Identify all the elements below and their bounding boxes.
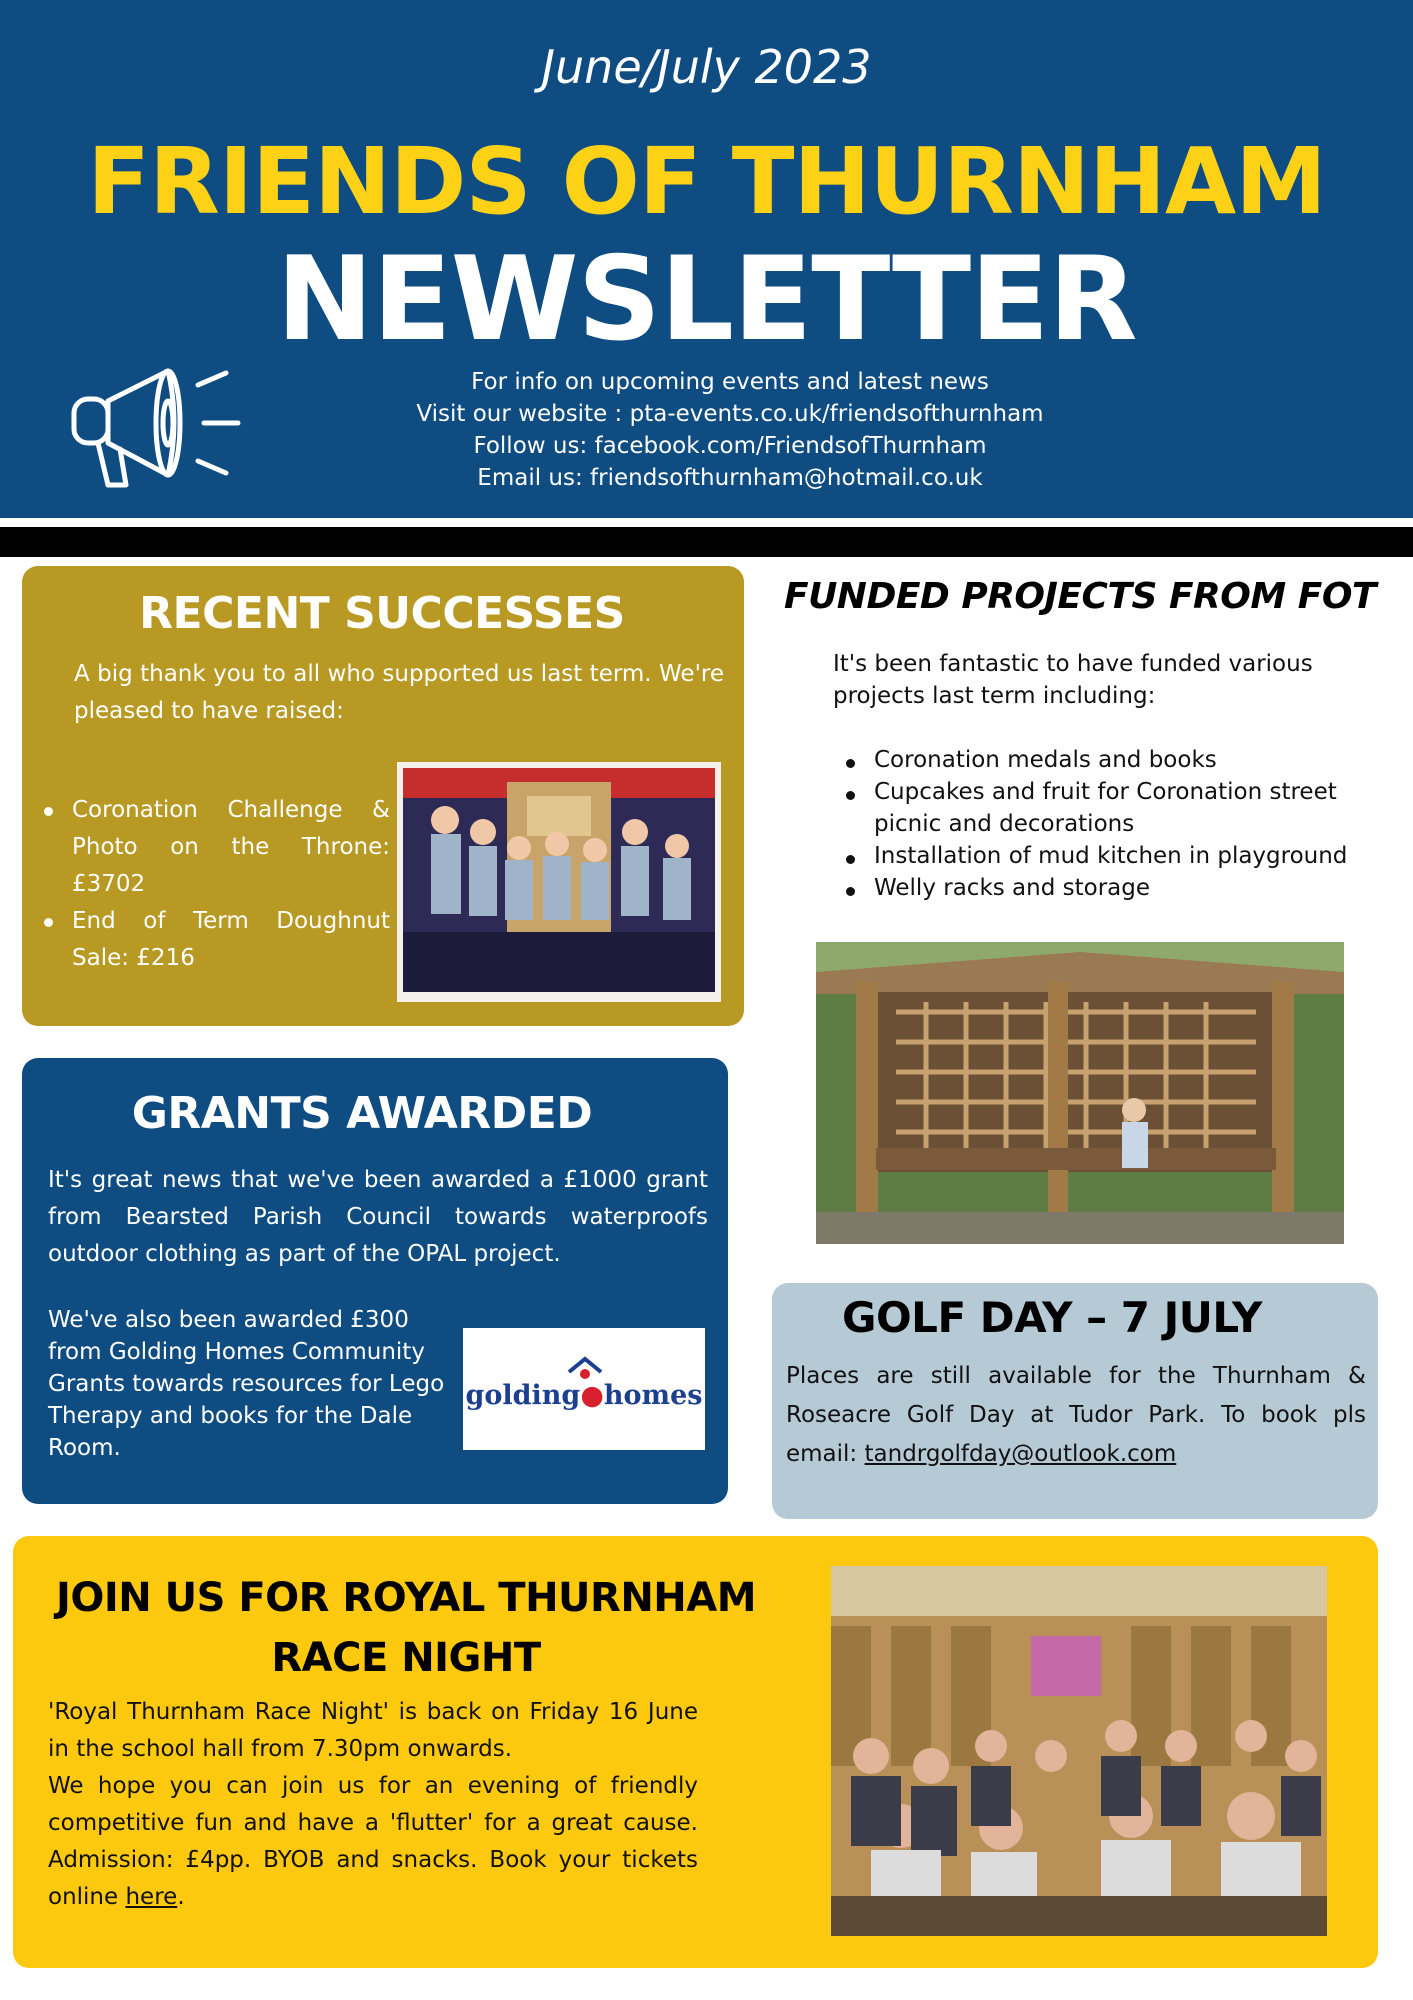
golding-homes-logo: golding●homes xyxy=(463,1328,705,1450)
funded-item: Installation of mud kitchen in playground xyxy=(846,840,1376,872)
contact-line-facebook[interactable]: Follow us: facebook.com/FriendsofThurnham xyxy=(473,433,987,459)
funded-item: Cupcakes and fruit for Coronation street picnic and decorations xyxy=(846,776,1376,840)
successes-list xyxy=(44,792,390,977)
race-para1: 'Royal Thurnham Race Night' is back on Friday 16 June in the school hall from 7.30pm onwards. xyxy=(48,1699,698,1762)
logo-text-golding: golding xyxy=(465,1380,581,1411)
grants-para1: It's great news that we've been awarded a £1000 grant from Bearsted Parish Council towards waterproofs outdoor clothing as part of the OPAL project. xyxy=(48,1167,708,1267)
header-divider xyxy=(0,527,1413,557)
funded-item: Coronation medals and books xyxy=(846,744,1376,776)
issue-date: June/July 2023 xyxy=(541,40,872,94)
funded-intro: It's been fantastic to have funded various projects last term including: xyxy=(833,651,1313,709)
golf-heading: GOLF DAY – 7 JULY xyxy=(842,1293,1262,1342)
logo-text-homes: homes xyxy=(603,1380,703,1411)
contact-line-website[interactable]: Visit our website : pta-events.co.uk/friendsofthurnham xyxy=(416,401,1044,427)
newsletter-header xyxy=(0,0,1413,518)
contact-line-info: For info on upcoming events and latest news xyxy=(471,369,989,395)
grants-awarded-panel xyxy=(22,1058,728,1504)
funded-projects-heading: FUNDED PROJECTS FROM FOT xyxy=(783,576,1376,617)
house-icon xyxy=(567,1356,603,1386)
golf-text xyxy=(786,1357,1366,1474)
race-heading xyxy=(41,1568,771,1688)
successes-item: End of Term Doughnut Sale: £216 xyxy=(44,903,390,977)
contact-line-email[interactable]: Email us: friendsofthurnham@hotmail.co.uk xyxy=(477,465,983,491)
recent-successes-heading: RECENT SUCCESSES xyxy=(139,588,625,639)
title-friends-of-thurnham: FRIENDS OF THURNHAM xyxy=(87,128,1326,235)
race-night-photo xyxy=(831,1566,1327,1936)
race-para2-body: We hope you can join us for an evening of friendly competitive fun and have a 'flutter' for a great cause. Admission: £4pp. BYOB and snacks. Book your tickets online xyxy=(48,1773,698,1910)
race-heading-line2: RACE NIGHT xyxy=(271,1635,541,1681)
golf-email-link[interactable]: tandrgolfday@outlook.com xyxy=(864,1441,1177,1467)
contact-info xyxy=(380,366,1080,494)
race-tickets-link[interactable]: here xyxy=(125,1884,178,1910)
funded-list xyxy=(846,744,1376,904)
race-night-panel xyxy=(13,1536,1378,1968)
golf-day-panel xyxy=(772,1283,1378,1519)
throne-photo xyxy=(397,762,721,1002)
grants-heading: GRANTS AWARDED xyxy=(131,1088,593,1139)
race-link-suffix: . xyxy=(177,1884,185,1910)
golf-text-body: Places are still available for the Thurnham & Roseacre Golf Day at Tudor Park. To book pls email: xyxy=(786,1363,1366,1467)
megaphone-icon xyxy=(68,355,288,495)
race-para2 xyxy=(48,1768,698,1916)
successes-intro: A big thank you to all who supported us last term. We're pleased to have raised: xyxy=(74,661,724,724)
race-heading-line1: JOIN US FOR ROYAL THURNHAM xyxy=(55,1575,757,1621)
recent-successes-panel xyxy=(22,566,744,1026)
funded-item: Welly racks and storage xyxy=(846,872,1376,904)
title-newsletter: NEWSLETTER xyxy=(276,232,1137,367)
grants-para2: We've also been awarded £300 from Golding Homes Community Grants towards resources for Lego Therapy and books for the Dale Room. xyxy=(48,1307,445,1461)
successes-item: Coronation Challenge & Photo on the Throne: £3702 xyxy=(44,792,390,903)
mud-kitchen-photo xyxy=(816,942,1344,1244)
